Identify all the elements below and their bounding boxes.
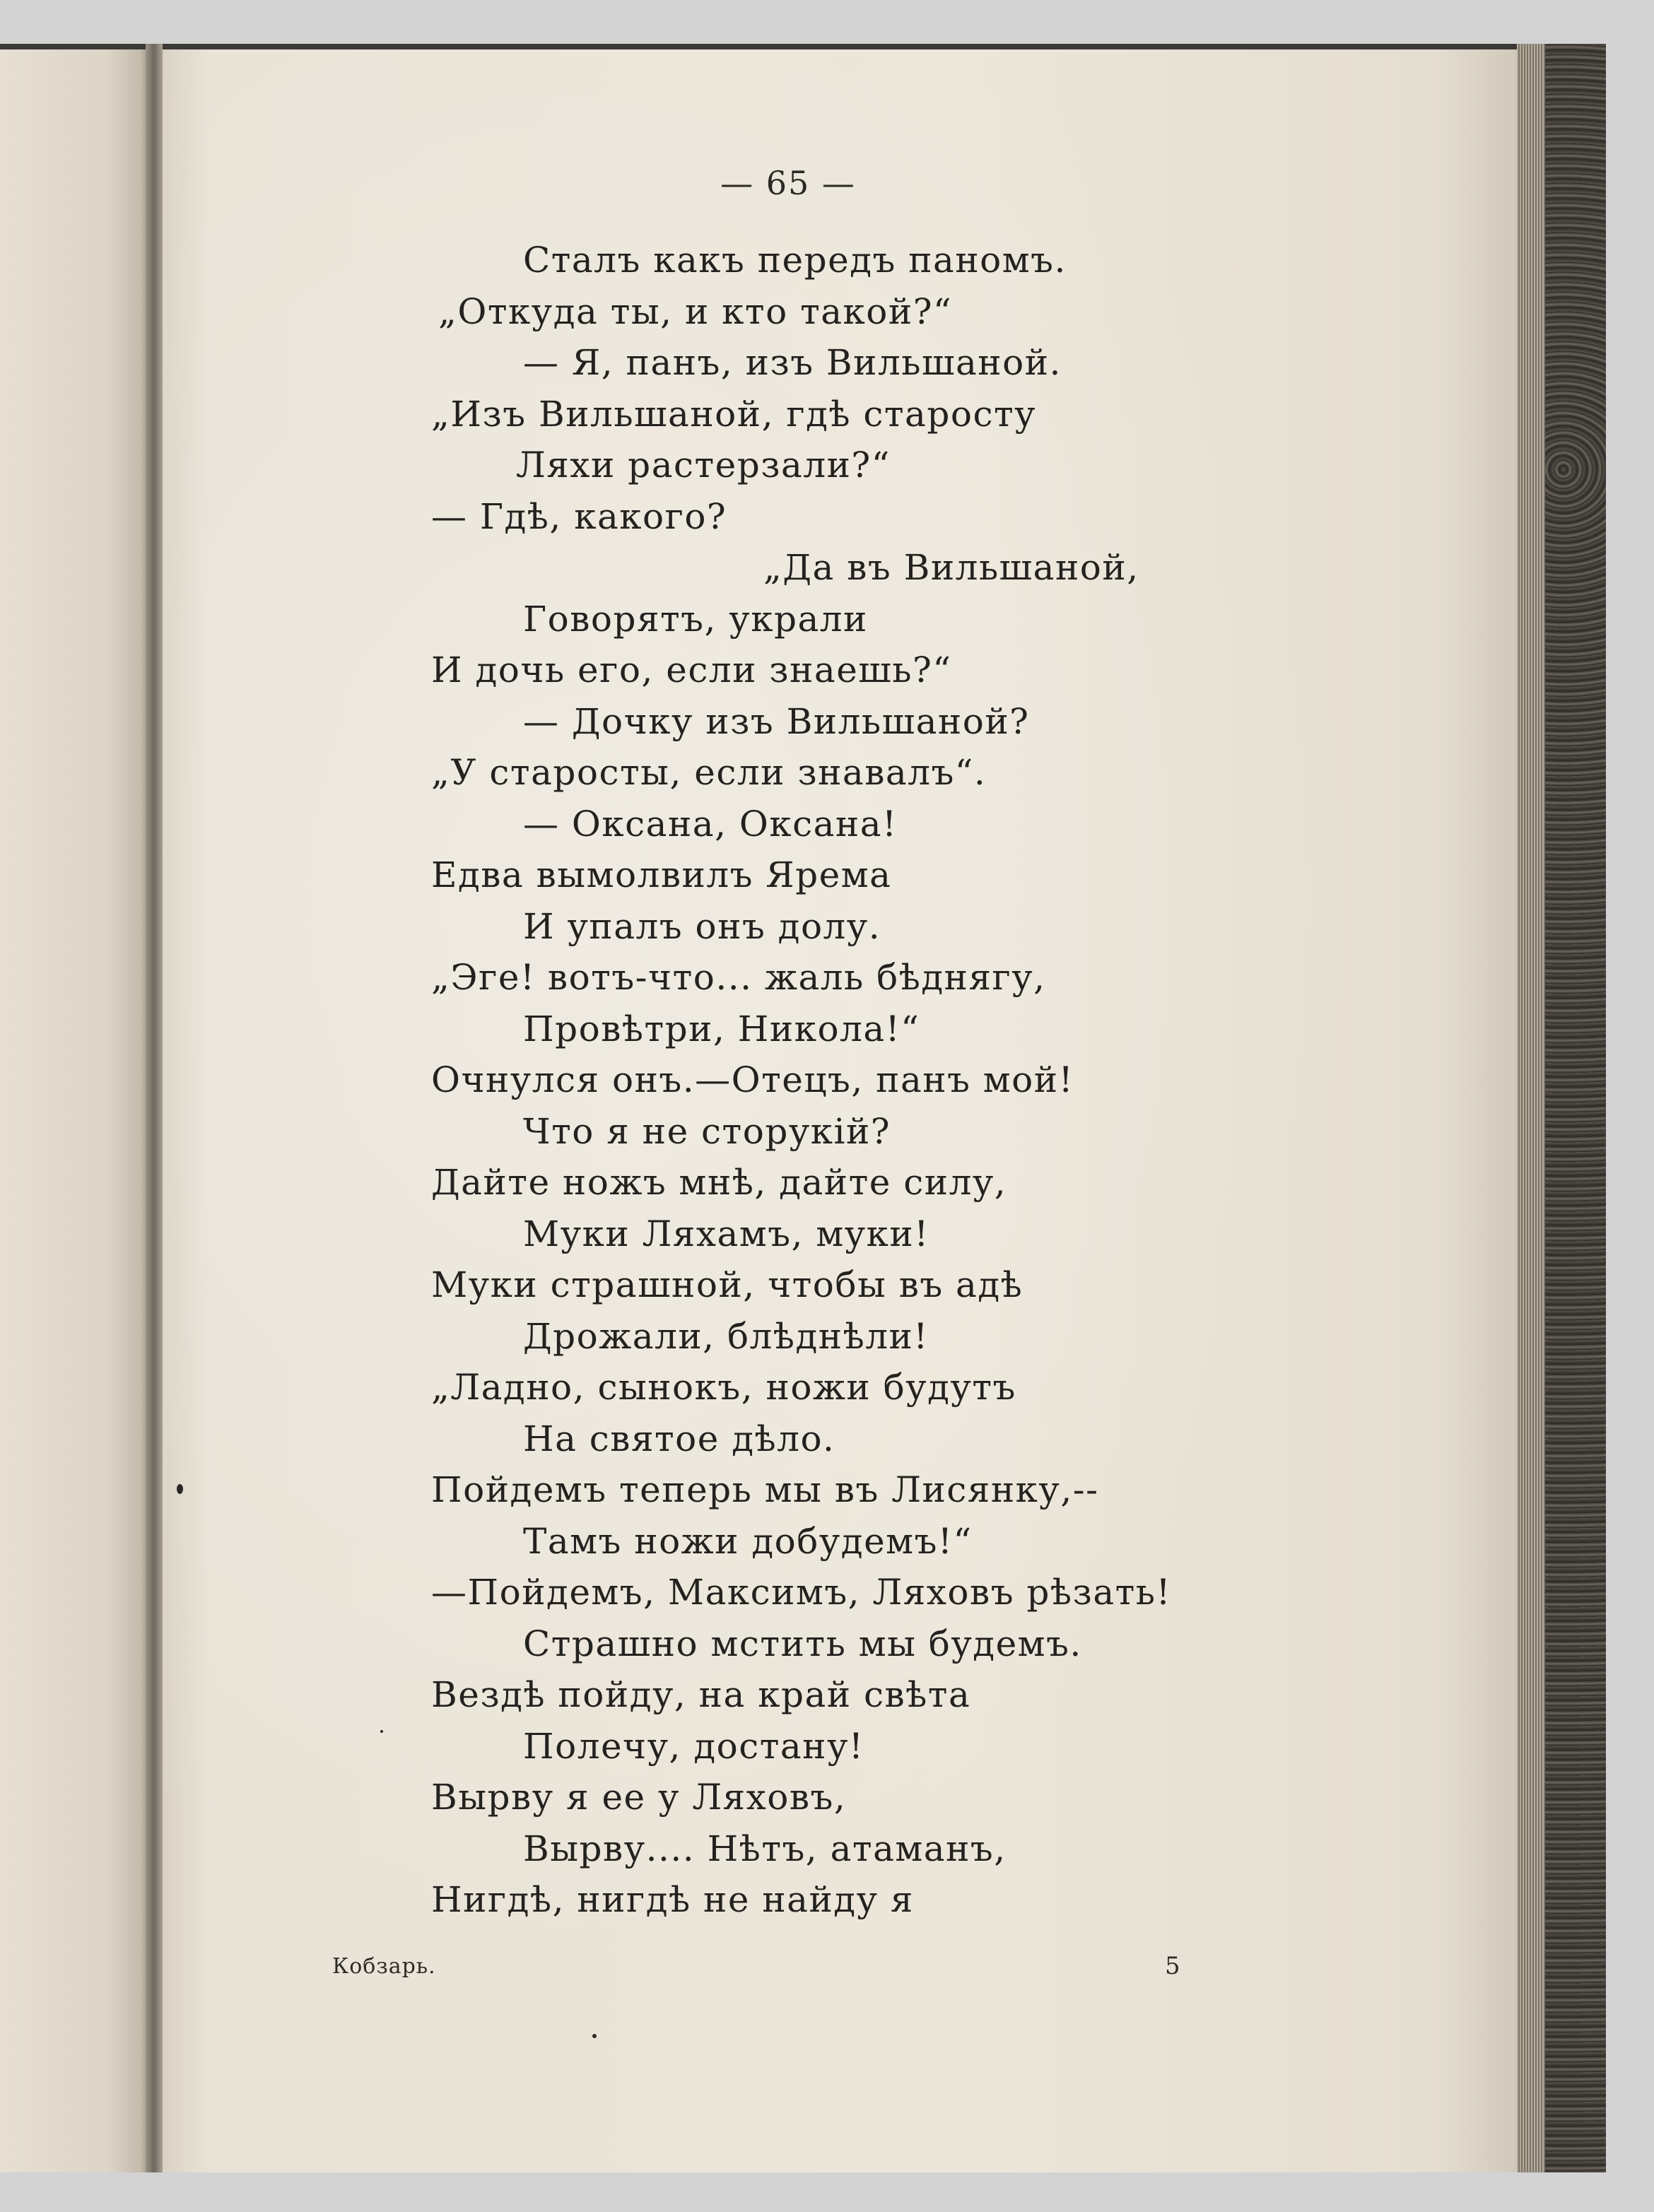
poem-line: — Оксана, Оксана! bbox=[523, 803, 898, 845]
poem-line: На святое дѣло. bbox=[523, 1418, 835, 1459]
poem-line: „Откуда ты, и кто такой?“ bbox=[438, 290, 953, 332]
poem-line: „Изъ Вильшаной, гдѣ старосту bbox=[431, 393, 1037, 435]
poem-line: „Да въ Вильшаной, bbox=[763, 547, 1139, 588]
ink-speck bbox=[177, 1484, 183, 1494]
book-gutter bbox=[146, 44, 163, 2172]
poem-line: Пойдемъ теперь мы въ Лисянку,-- bbox=[431, 1469, 1099, 1510]
poem-line: Дайте ножъ мнѣ, дайте силу, bbox=[431, 1162, 1007, 1203]
poem-line: „Ладно, сынокъ, ножи будутъ bbox=[431, 1367, 1016, 1408]
poem-line: —Пойдемъ, Максимъ, Ляховъ рѣзать! bbox=[431, 1572, 1172, 1613]
poem-line: Тамъ ножи добудемъ!“ bbox=[523, 1520, 973, 1562]
page-edges bbox=[1517, 44, 1548, 2172]
poem-line: Едва вымолвилъ Ярема bbox=[431, 854, 892, 895]
poem-line: Муки страшной, чтобы въ адѣ bbox=[431, 1264, 1024, 1305]
poem-line: — Дочку изъ Вильшаной? bbox=[523, 700, 1030, 742]
poem-line: Очнулся онъ.—Отецъ, панъ мой! bbox=[431, 1059, 1074, 1100]
poem-line: Вездѣ пойду, на край свѣта bbox=[431, 1674, 971, 1715]
poem-line: И дочь его, если знаешь?“ bbox=[431, 649, 952, 690]
poem-line: Дрожали, блѣднѣли! bbox=[523, 1315, 929, 1357]
poem-line: Говорятъ, украли bbox=[523, 598, 868, 640]
poem-line: Сталъ какъ передъ паномъ. bbox=[523, 240, 1067, 281]
poem-line: Нигдѣ, нигдѣ не найду я bbox=[431, 1879, 914, 1920]
page-number: — 65 — bbox=[720, 164, 856, 202]
poem-line: Ляхи растерзали?“ bbox=[516, 445, 891, 486]
footer-signature: Кобзарь. bbox=[332, 1954, 436, 1979]
poem-line: Что я не сторукій? bbox=[523, 1110, 891, 1152]
poem-line: „У старосты, если знавалъ“. bbox=[431, 752, 987, 793]
poem-line: Вырву я ее у Ляховъ, bbox=[431, 1777, 847, 1818]
ink-speck bbox=[592, 2034, 597, 2038]
poem-line: Провѣтри, Никола!“ bbox=[523, 1008, 920, 1049]
poem-line: Полечу, достану! bbox=[523, 1725, 864, 1767]
poem-line: И упалъ онъ долу. bbox=[523, 905, 881, 947]
poem-line: „Эге! вотъ-что... жаль бѣднягу, bbox=[431, 957, 1046, 998]
poem-line: Вырву.... Нѣтъ, атаманъ, bbox=[523, 1828, 1007, 1869]
left-page bbox=[0, 49, 153, 2172]
poem-line: Муки Ляхамъ, муки! bbox=[523, 1213, 929, 1254]
poem-line: Страшно мстить мы будемъ. bbox=[523, 1623, 1082, 1664]
marbled-cover bbox=[1545, 44, 1606, 2172]
footer-sheet-number: 5 bbox=[1165, 1952, 1180, 1980]
poem-line: — Гдѣ, какого? bbox=[431, 495, 727, 537]
ink-speck bbox=[380, 1730, 383, 1733]
poem-line: — Я, панъ, изъ Вильшаной. bbox=[523, 342, 1062, 383]
